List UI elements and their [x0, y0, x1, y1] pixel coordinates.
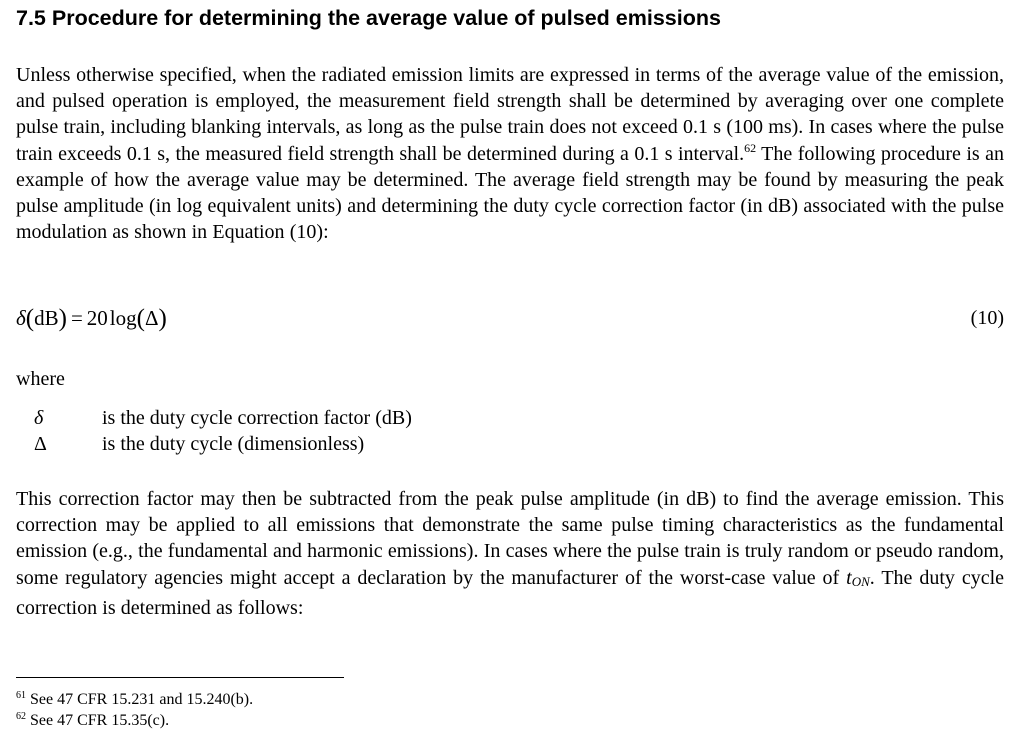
paragraph-text: Unless otherwise specified, when the radiated emission limits are expressed in terms of the average value of the emission, and pulsed operation is employed, the measurement field strength shall be determined by averaging over one complete pulse train, including blanking intervals, as long as the pulse train does not exceed 0.1 s (100 ms). In cases where the pulse train exceeds 0.1 s, the measured field strength shall be determined during a 0.1 s interval.	[16, 64, 1004, 165]
equation-unit: dB	[34, 306, 59, 330]
symbol-definitions	[16, 405, 816, 457]
delta-lowercase-symbol: δ	[16, 306, 26, 330]
equals-sign: =	[70, 306, 83, 330]
delta-uppercase-symbol: Δ	[144, 306, 159, 330]
equation-number: (10)	[970, 307, 1004, 329]
paragraph-text: . The duty cycle correction is determined as follows:	[16, 566, 1005, 619]
definition-row	[16, 431, 816, 457]
footnote-text: See 47 CFR 15.35(c).	[30, 711, 170, 729]
footnote-separator	[16, 677, 344, 678]
definition-text: is the duty cycle (dimensionless)	[102, 433, 365, 455]
close-paren: )	[158, 305, 167, 332]
paragraph-text: This correction factor may then be subtracted from the peak pulse amplitude (in dB) to find the average emission. This correction may be applied to all emissions that demonstrate the same pulse timing characteristics as the fundamental emission (e.g., the fundamental and harmonic emissions). In cases where the pulse train is truly random or pseudo random, some regulatory agencies might accept a declaration by the manufacturer of the worst-case value of	[16, 488, 1004, 589]
close-paren: )	[58, 305, 67, 332]
section-heading: 7.5 Procedure for determining the average value of pulsed emissions	[16, 6, 721, 30]
equation-function: log	[109, 306, 137, 330]
footnote-reference[interactable]: 62	[744, 140, 757, 155]
where-label: where	[16, 368, 65, 390]
footnote-61	[16, 690, 253, 711]
footnotes	[16, 690, 253, 731]
footnote-text: See 47 CFR 15.231 and 15.240(b).	[30, 691, 254, 708]
equation-coefficient: 20	[86, 306, 108, 330]
t-on-symbol	[846, 567, 870, 589]
equation-formula	[16, 303, 167, 333]
paragraph-averaging-procedure	[16, 62, 1004, 245]
equation-10	[16, 303, 1004, 333]
open-paren: (	[136, 305, 145, 332]
footnote-number: 61	[16, 690, 26, 701]
definition-symbol: δ	[34, 407, 44, 429]
definition-symbol: Δ	[34, 433, 47, 455]
paragraph-text: The following procedure is an example of how the average value may be determined. The average field strength may be found by measuring the peak pulse amplitude (in log equivalent units) and determining the duty cycle correction factor (in dB) associated with the pulse modulation as shown in Equation (10):	[16, 142, 1004, 244]
t-on-base: t	[846, 566, 852, 589]
footnote-62	[16, 711, 253, 732]
definition-row	[16, 405, 816, 431]
definition-text: is the duty cycle correction factor (dB)	[102, 407, 412, 429]
open-paren: (	[25, 305, 35, 332]
footnote-number: 62	[16, 710, 26, 722]
t-on-subscript: ON	[851, 573, 870, 589]
paragraph-correction-factor	[16, 486, 1004, 621]
